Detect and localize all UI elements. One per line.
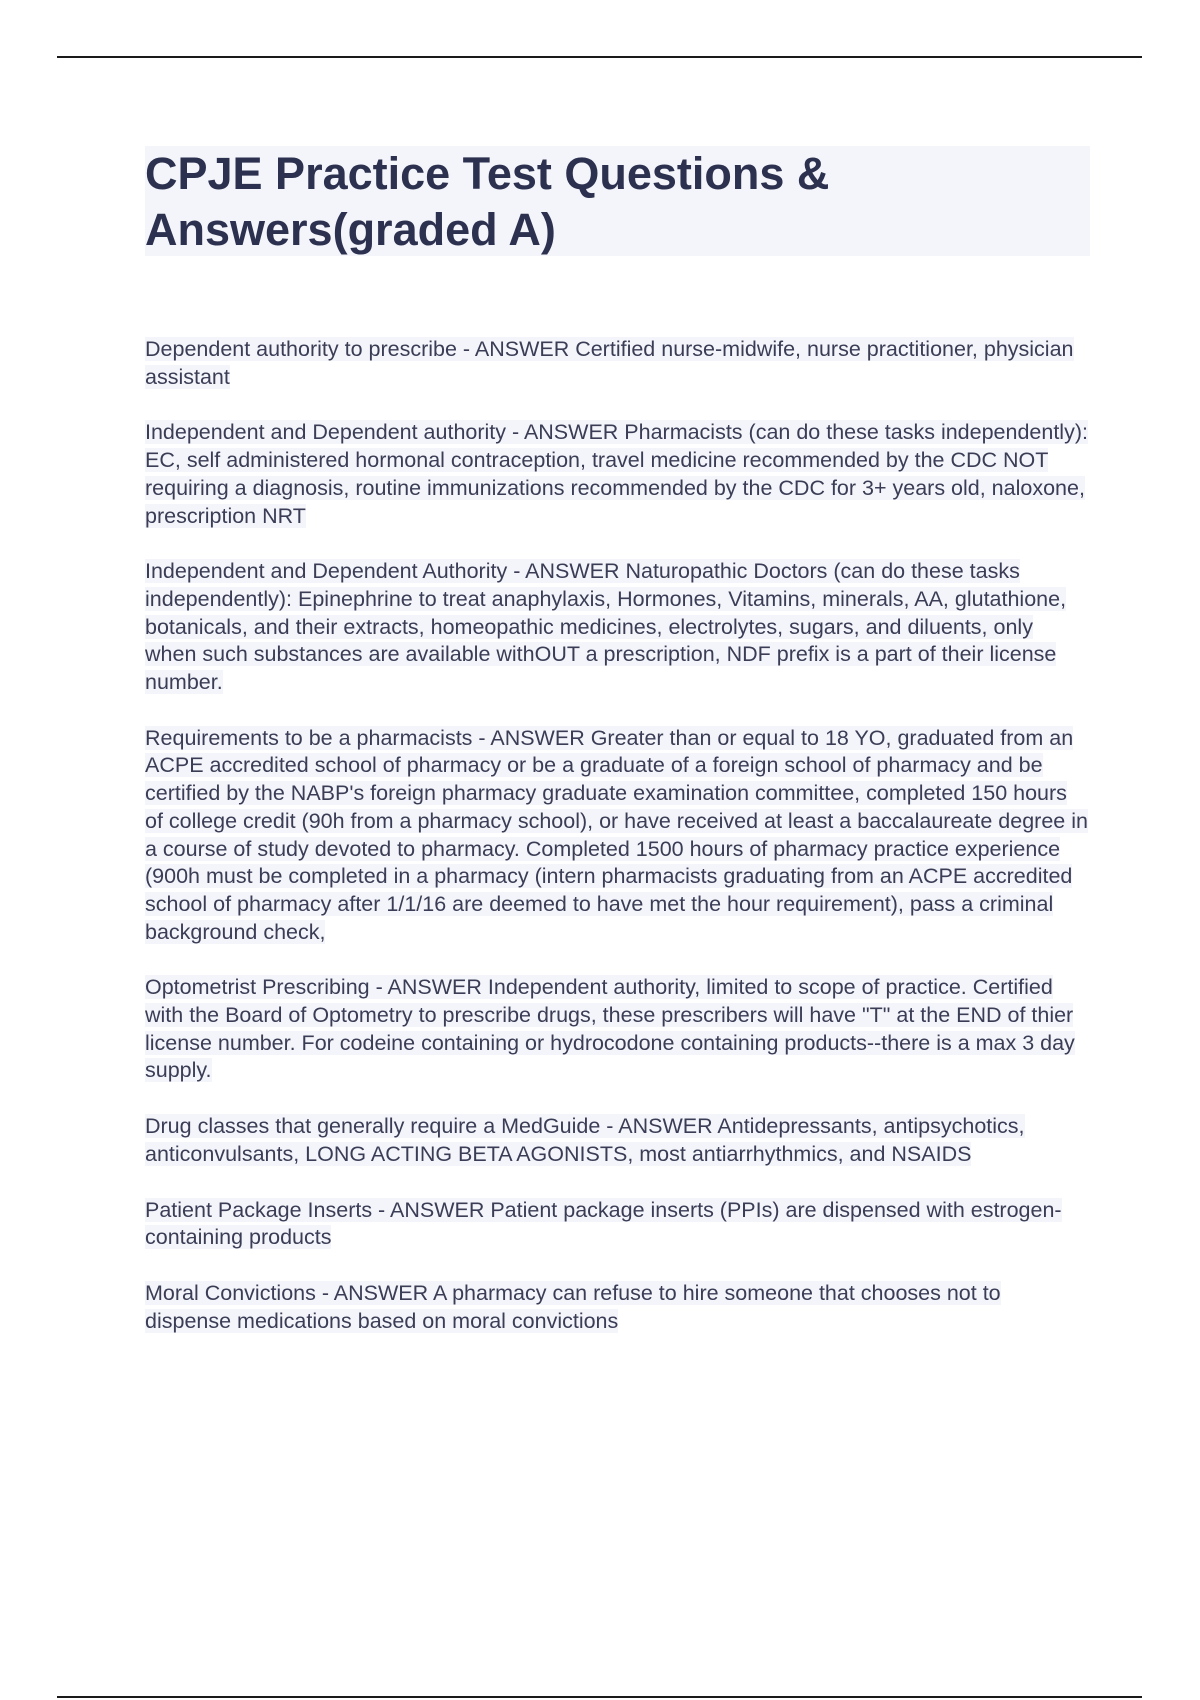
qa-item-text: Patient Package Inserts - ANSWER Patient package inserts (PPIs) are dispensed with estrogen-containing products: [145, 1197, 1062, 1250]
qa-item: [145, 336, 1090, 391]
qa-item-text: Independent and Dependent Authority - ANSWER Naturopathic Doctors (can do these tasks independently): Epinephrine to treat anaphylaxis, Hormones, Vitamins, minerals, AA, glutathione, botanicals, and their extracts, homeopathic medicines, electrolytes, sugars, and diluents, only when such substances are available withOUT a prescription, NDF prefix is a part of their license number.: [145, 559, 1067, 695]
document-title: CPJE Practice Test Questions & Answers(graded A): [145, 148, 830, 255]
qa-item-text: Drug classes that generally require a MedGuide - ANSWER Antidepressants, antipsychotics, anticonvulsants, LONG ACTING BETA AGONISTS, most antiarrhythmics, and NSAIDS: [145, 1114, 1025, 1166]
qa-item-text: Moral Convictions - ANSWER A pharmacy can refuse to hire someone that chooses not to dispense medications based on moral convictions: [145, 1280, 1001, 1333]
qa-item-text: Independent and Dependent authority - ANSWER Pharmacists (can do these tasks independently): EC, self administered hormonal contraception, travel medicine recommended by the CDC NOT requiring a diagnosis, routine immunizations recommended by the CDC for 3+ years old, naloxone, prescription NRT: [145, 420, 1088, 528]
qa-item-text: Requirements to be a pharmacists - ANSWER Greater than or equal to 18 YO, graduated from an ACPE accredited school of pharmacy or be a graduate of a foreign school of pharmacy and be certified by the NABP's foreign pharmacy graduate examination committee, completed 150 hours of college credit (90h from a pharmacy school), or have received at least a baccalaureate degree in a course of study devoted to pharmacy. Completed 1500 hours of pharmacy practice experience (900h must be completed in a pharmacy (intern pharmacists graduating from an ACPE accredited school of pharmacy after 1/1/16 are deemed to have met the hour requirement), pass a criminal background check,: [145, 725, 1088, 944]
qa-item: [145, 1280, 1090, 1335]
qa-item-text: Optometrist Prescribing - ANSWER Independent authority, limited to scope of practice. Certified with the Board of Optometry to prescribe drugs, these prescribers will have "T" at the END of thier license number. For codeine containing or hydrocodone containing products--there is a max 3 day supply.: [145, 975, 1075, 1083]
qa-item: [145, 1197, 1090, 1252]
qa-item: [145, 558, 1090, 697]
qa-item: [145, 419, 1090, 530]
qa-item: [145, 974, 1090, 1085]
qa-item-text: Dependent authority to prescribe - ANSWER Certified nurse-midwife, nurse practitioner, physician assistant: [145, 337, 1074, 389]
top-divider: [57, 56, 1142, 58]
qa-item: [145, 1113, 1090, 1168]
qa-list: [145, 336, 1090, 1363]
qa-item: [145, 725, 1090, 947]
bottom-divider: [57, 1696, 1142, 1698]
